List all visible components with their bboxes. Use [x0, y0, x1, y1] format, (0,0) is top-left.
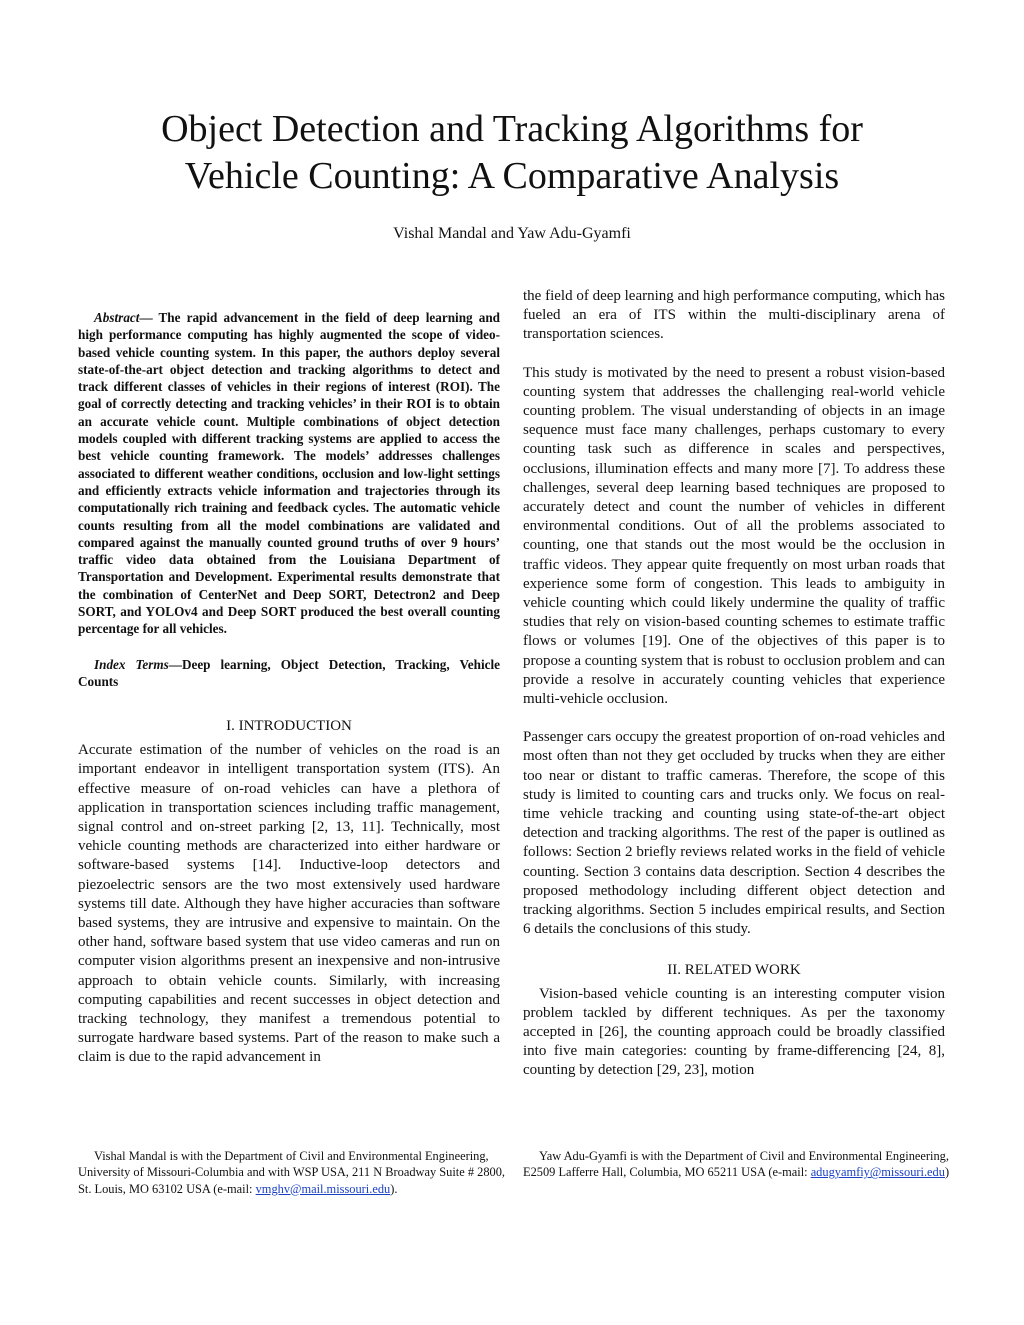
footnote-right [523, 1148, 953, 1181]
section-heading: II. RELATED WORK [667, 961, 801, 978]
footnote-text: Yaw Adu-Gyamfi is with the Department of Civil and Environmental Engineering, E2509 Lafferre Hall, Columbia, MO 65211 USA (e-mail: [523, 1149, 949, 1180]
title-line: Vehicle Counting: A Comparative Analysis [184, 155, 840, 197]
section-heading: I. INTRODUCTION [226, 718, 352, 735]
email-link[interactable]: adugyamfiy@missouri.edu [810, 1165, 945, 1180]
email-link[interactable]: vmghv@mail.missouri.edu [255, 1181, 391, 1196]
right-column [523, 287, 945, 1081]
footnote-left [78, 1148, 508, 1197]
abstract-text: The rapid advancement in the field of deep learning and high performance computing has highly augmented the scope of video-based vehicle counting system. In this paper, the authors deploy several state-of-the-art object detection and tracking algorithms to detect and track different classes of vehicles in their regions of interest (ROI). The goal of correctly detecting and tracking vehicles’ in their ROI is to obtain an accurate vehicle count. Multiple combinations of object detection models coupled with different tracking systems are applied to access the best vehicle counting framework. The models’ addresses challenges associated to different weather conditions, occlusion and low-light settings and efficiently extracts vehicle information and trajectories through its computationally rich training and feedback cycles. The automatic vehicle counts resulting from all the model combinations are validated and compared against the manually counted ground truths of over 9 hours’ traffic video data obtained from the Louisiana Department of Transportation and Development. Experimental results demonstrate that the combination of CenterNet and Deep SORT, Detectron2 and Deep SORT, and YOLOv4 and Deep SORT produced the best overall counting percentage for all vehicles. [78, 310, 500, 637]
left-column [78, 309, 500, 1068]
footnote-text: Vishal Mandal is with the Department of Civil and Environmental Engineering, University of Missouri-Columbia and with WSP USA, 211 N Broadway Suite # 2800, St. Louis, MO 63102 USA (e-mail: [78, 1149, 506, 1196]
paragraph: Passenger cars occupy the greatest proportion of on-road vehicles and most often than not they get occluded by trucks when they are either too near or distant to traffic cameras. Therefore, the scope of this study is limited to counting cars and trucks only. We focus on real-time vehicle tracking and counting using state-of-the-art object detection and tracking algorithms. The rest of the paper is outlined as follows: Section 2 briefly reviews related works in the field of vehicle counting. Section 3 contains data description. Section 4 describes the proposed methodology including different object detection and tracking algorithms. Section 5 includes empirical results, and Section 6 details the conclusions of this study. [523, 729, 945, 938]
paper-title [0, 106, 1024, 200]
paragraph: the field of deep learning and high performance computing, which has fueled an era of ITS within the multi-disciplinary arena of transportation sciences. [523, 288, 945, 343]
paragraph: Vision-based vehicle counting is an interesting computer vision problem tackled by different techniques. As per the taxonomy accepted in [26], the counting approach could be broadly classified into five main categories: counting by frame-differencing [24, 8], counting by detection [29, 23], motion [523, 985, 945, 1079]
abstract-label: Abstract [94, 310, 140, 325]
footnote-end: ). [390, 1181, 398, 1196]
abstract-dash: — [139, 310, 159, 325]
index-terms [78, 656, 500, 691]
abstract [78, 309, 500, 638]
index-terms-text: —Deep learning, Object Detection, Tracking, Vehicle Counts [78, 656, 500, 689]
paragraph: Accurate estimation of the number of vehicles on the road is an important endeavor in intelligent transportation system (ITS). An effective measure of on-road vehicles can have a plethora of application in transportation sciences including traffic management, signal control and on-street parking [2, 13, 11]. Technically, most vehicle counting methods are characterized into either hardware or software-based systems [14]. Inductive-loop detectors and piezoelectric sensors are the two most extensively used hardware systems till date. Although they have higher accuracies than software based systems, they are intrusive and expensive to maintain. On the other hand, software based system that use video cameras and run on computer vision algorithms present an inexpensive and non-intrusive approach to obtain vehicle counts. Similarly, with increasing computing capabilities and recent successes in object detection and tracking technology, they manifest a tremendous potential to surrogate hardware based systems. Part of the reason to make such a claim is due to the rapid advancement in [78, 742, 500, 1066]
paragraph: This study is motivated by the need to present a robust vision-based counting system that addresses the challenging real-world vehicle counting problem. The visual understanding of objects in an image sequence must face many challenges, perhaps customary to every counting task such as difference in scales and perspectives, occlusions, illumination effects and many more [7]. To address these challenges, several deep learning based techniques are proposed to accurately detect and count the number of vehicles in different environmental conditions. Out of all the problems associated to counting, one that stands out the most would be the occlusion in traffic videos. They appear quite frequently on most urban roads that experience some form of congestion. This leads to ambiguity in vehicle counting which could likely undermine the quality of traffic studies that rely on vision-based counting schemes to estimate traffic flows or volumes [19]. One of the objectives of this paper is to propose a counting system that is robust to occlusion problem and can provide a resolve in accurately counting vehicles that experience multi-vehicle occlusion. [523, 364, 945, 708]
title-line: Object Detection and Tracking Algorithms for [161, 108, 863, 150]
footnote-end: ) [944, 1165, 950, 1180]
authors: Vishal Mandal and Yaw Adu-Gyamfi [393, 225, 631, 242]
index-terms-label: Index Terms [94, 656, 169, 672]
